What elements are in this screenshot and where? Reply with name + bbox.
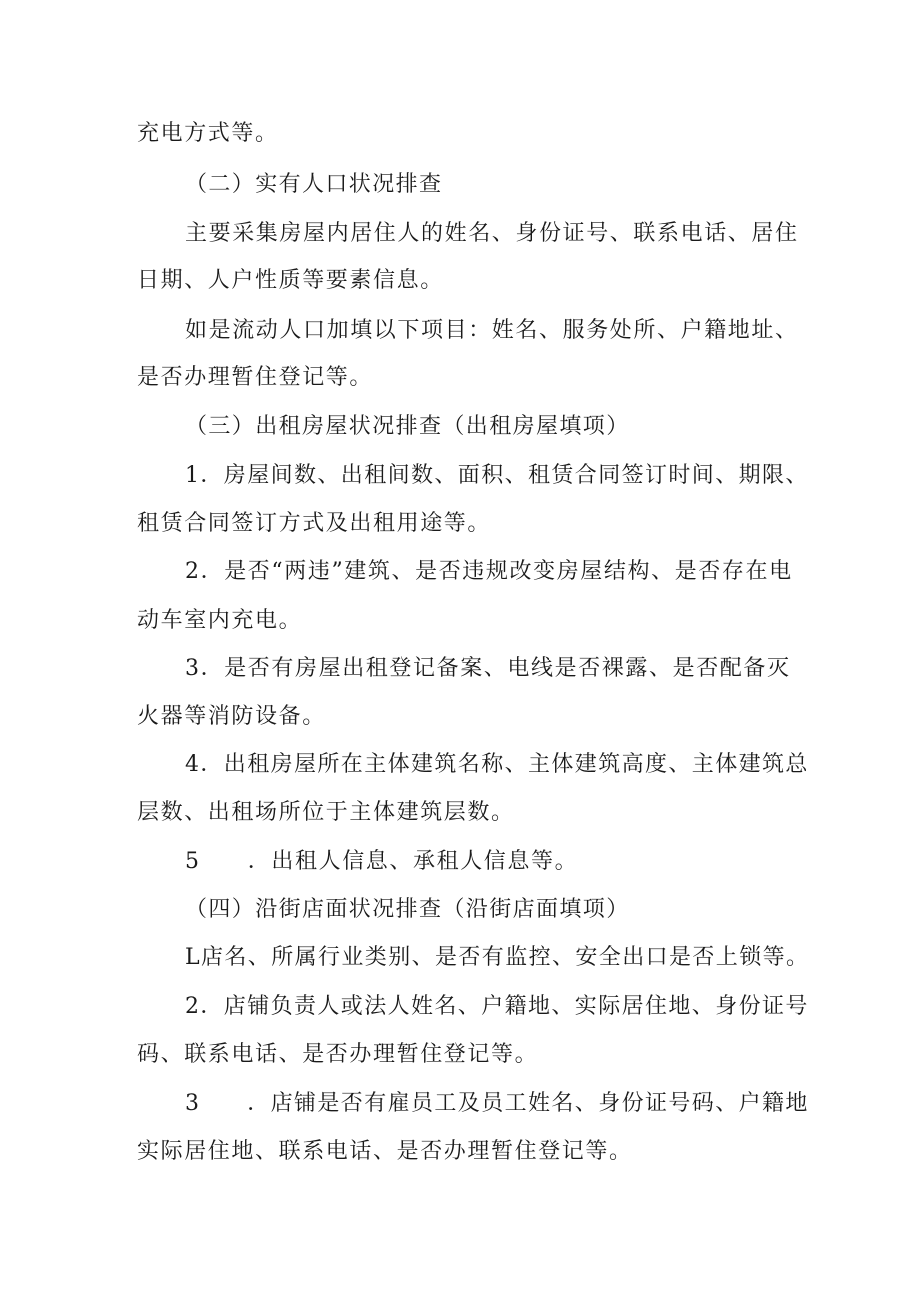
text-line: 层数、出租场所位于主体建筑层数。 <box>137 800 515 825</box>
text-line: 码、联系电话、是否办理暂住登记等。 <box>137 1042 539 1067</box>
list-item: 4．出租房屋所在主体建筑名称、主体建筑高度、主体建筑总 <box>185 752 809 777</box>
list-item: 5 ．出租人信息、承租人信息等。 <box>185 849 579 874</box>
text-line: 火器等消防设备。 <box>137 704 326 729</box>
paragraph-line: 如是流动人口加填以下项目：姓名、服务处所、户籍地址、 <box>185 318 799 343</box>
text-line: 是否办理暂住登记等。 <box>137 365 374 390</box>
section-heading: （二）实有人口状况排查 <box>185 172 443 197</box>
paragraph-line: 主要采集房屋内居住人的姓名、身份证号、联系电话、居住 <box>185 221 799 246</box>
section-heading: （三）出租房屋状况排查（出租房屋填项） <box>185 414 630 439</box>
text-line: 日期、人户性质等要素信息。 <box>137 268 444 293</box>
text-line: 租赁合同签订方式及出租用途等。 <box>137 511 492 536</box>
text-line: 实际居住地、联系电话、是否办理暂住登记等。 <box>137 1139 633 1164</box>
section-heading: （四）沿街店面状况排查（沿街店面填项） <box>185 897 630 922</box>
text-line: 动车室内充电。 <box>137 608 303 633</box>
text-line: 充电方式等。 <box>137 121 279 146</box>
list-item: 3．是否有房屋出租登记备案、电线是否裸露、是否配备灭 <box>185 656 791 681</box>
list-item: 1．房屋间数、出租间数、面积、租赁合同签订时间、期限、 <box>185 463 809 488</box>
list-item: 2．店铺负责人或法人姓名、户籍地、实际居住地、身份证号 <box>185 994 809 1019</box>
list-item: 2．是否“两违”建筑、是否违规改变房屋结构、是否存在电 <box>185 559 793 584</box>
list-item: 3 ．店铺是否有雇员工及员工姓名、身份证号码、户籍地 <box>185 1091 809 1116</box>
list-item: L店名、所属行业类别、是否有监控、安全出口是否上锁等。 <box>185 945 810 970</box>
